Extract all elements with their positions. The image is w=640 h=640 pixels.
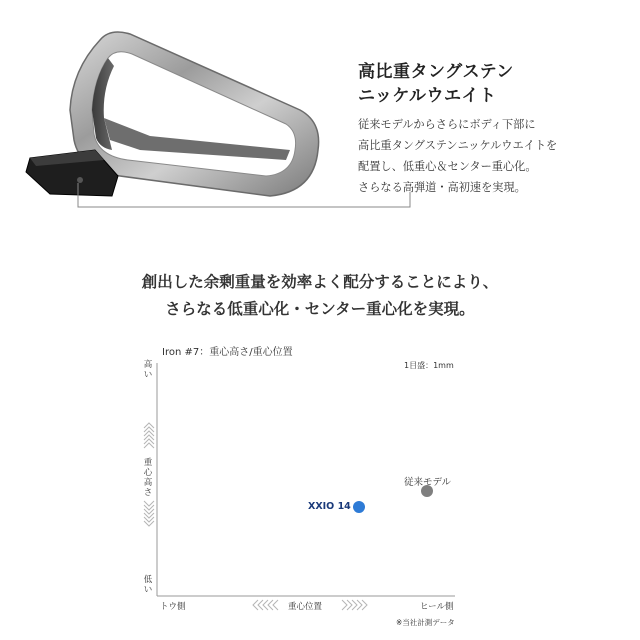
y-axis-down-chevrons-icon: [144, 501, 154, 526]
feature-description-line: 高比重タングステンニッケルウエイトを: [358, 139, 558, 152]
feature-title-line: 高比重タングステン: [358, 62, 514, 82]
y-axis-low-label: 低 い: [143, 575, 153, 595]
feature-title: [358, 60, 514, 108]
y-axis-up-chevrons-icon: [144, 423, 154, 448]
center-of-gravity-chart: [130, 338, 480, 640]
point-label-previous-model: 従来モデル: [404, 477, 452, 488]
x-axis-left-chevrons-icon: [253, 600, 278, 610]
headline-line: さらなる低重心化・センター重心化を実現。: [165, 299, 475, 318]
headline-line: 創出した余剰重量を効率よく配分することにより、: [141, 272, 499, 291]
x-axis-right-chevrons-icon: [342, 600, 367, 610]
x-axis-toe-label: トウ側: [160, 602, 186, 612]
feature-title-line: ニッケルウエイト: [358, 86, 497, 106]
x-axis-title: 重心位置: [288, 602, 323, 612]
measurement-note: ※当社計測データ: [396, 618, 455, 627]
section-headline: [0, 268, 640, 322]
feature-description-line: 従来モデルからさらにボディ下部に: [358, 118, 536, 131]
chart-title: Iron #7：重心高さ/重心位置: [162, 347, 293, 358]
y-axis-title: 重 心 高 さ: [143, 458, 153, 498]
x-axis-heel-label: ヒール側: [420, 602, 454, 612]
y-axis-high-label: 高 い: [143, 360, 153, 380]
data-point-xxio-14: [353, 501, 365, 513]
feature-description-line: さらなる高弾道・高初速を実現。: [358, 181, 526, 194]
chart-unit-note: 1目盛：1mm: [404, 361, 454, 370]
point-label-xxio-14: XXIO 14: [308, 501, 351, 512]
feature-description-line: 配置し、低重心＆センター重心化。: [358, 160, 537, 173]
feature-description: [358, 114, 557, 198]
